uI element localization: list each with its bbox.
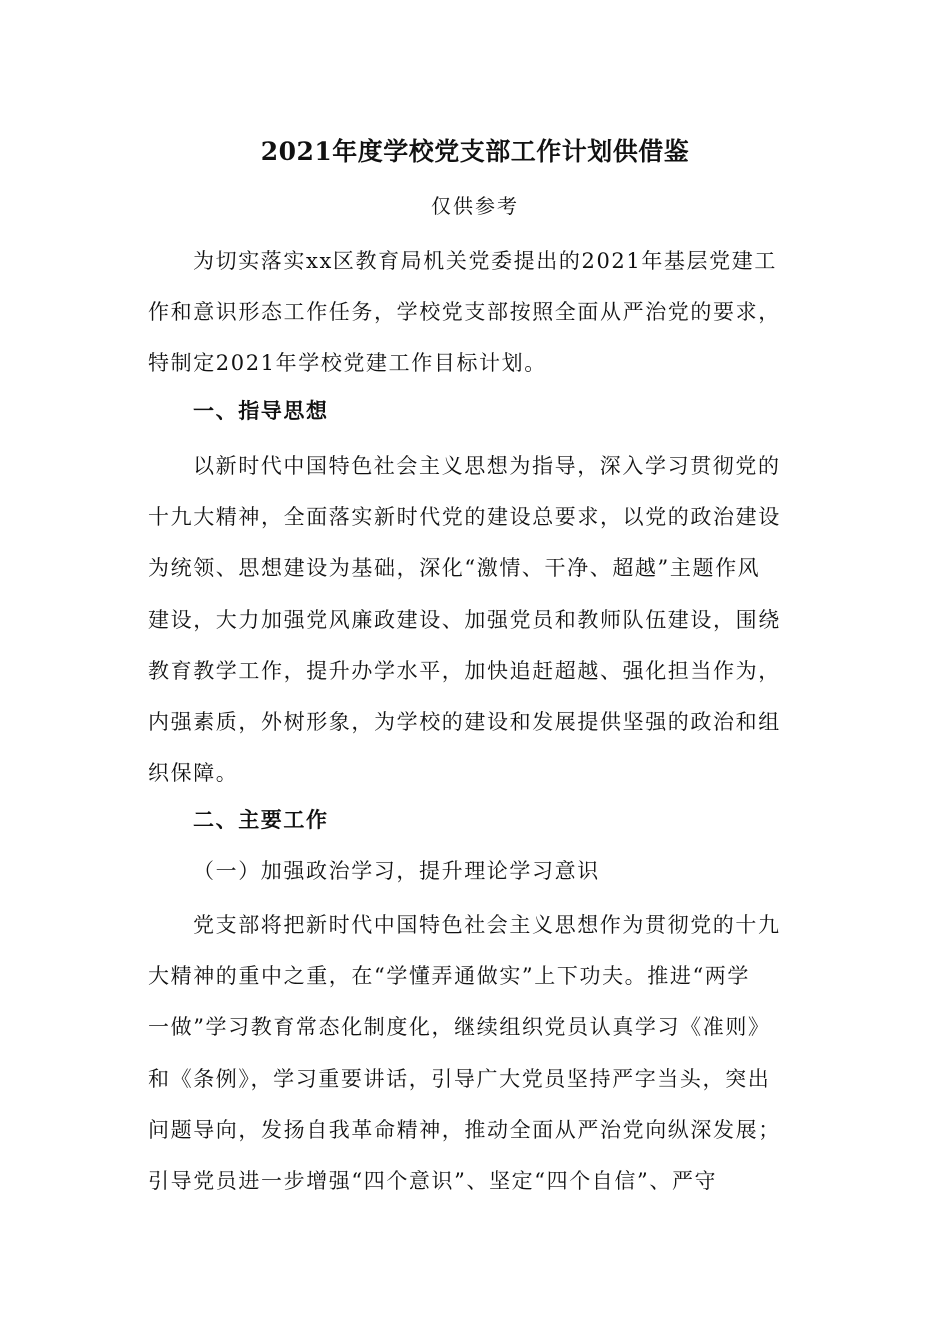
text-line: 问题导向，发扬自我革命精神，推动全面从严治党向纵深发展； (148, 1117, 781, 1142)
text-line: 为切实落实xx区教育局机关党委提出的2021年基层党建工 (193, 249, 777, 273)
text-line: 为统领、思想建设为基础，深化“激情、干净、超越”主题作风 (148, 556, 761, 581)
text-line: 党支部将把新时代中国特色社会主义思想作为贯彻党的十九 (193, 913, 781, 937)
text-line: 大精神的重中之重，在“学懂弄通做实”上下功夫。推进“两学 (148, 964, 751, 989)
text-line: 引导党员进一步增强“四个意识”、坚定“四个自信”、严守 (148, 1169, 718, 1194)
text-line: 建设，大力加强党风廉政建设、加强党员和教师队伍建设，围绕 (148, 607, 781, 632)
document-title: 2021年度学校党支部工作计划供借鉴 (260, 137, 690, 166)
text-line: 和《条例》，学习重要讲话，引导广大党员坚持严字当头，突出 (148, 1066, 771, 1091)
document-subtitle: 仅供参考 (431, 194, 519, 218)
text-line: 内强素质，外树形象，为学校的建设和发展提供坚强的政治和组 (148, 710, 781, 735)
subsection-heading-political-study: （一）加强政治学习，提升理论学习意识 (193, 859, 600, 883)
text-line: 织保障。 (148, 761, 239, 786)
text-line: 以新时代中国特色社会主义思想为指导，深入学习贯彻党的 (193, 454, 781, 478)
intro-paragraph (148, 236, 796, 390)
text-line: 特制定2021年学校党建工作目标计划。 (148, 351, 547, 376)
section-heading-main-work: 二、主要工作 (193, 807, 329, 832)
guiding-ideology-paragraph (148, 441, 796, 799)
text-line: 一做”学习教育常态化制度化，继续组织党员认真学习《准则》 (148, 1015, 771, 1040)
text-line: 作和意识形态工作任务，学校党支部按照全面从严治党的要求， (148, 300, 781, 325)
section-heading-guiding-ideology: 一、指导思想 (193, 398, 329, 423)
text-line: 十九大精神，全面落实新时代党的建设总要求，以党的政治建设 (148, 505, 781, 530)
political-study-paragraph (148, 900, 796, 1207)
text-line: 教育教学工作，提升办学水平，加快追赶超越、强化担当作为， (148, 658, 781, 683)
